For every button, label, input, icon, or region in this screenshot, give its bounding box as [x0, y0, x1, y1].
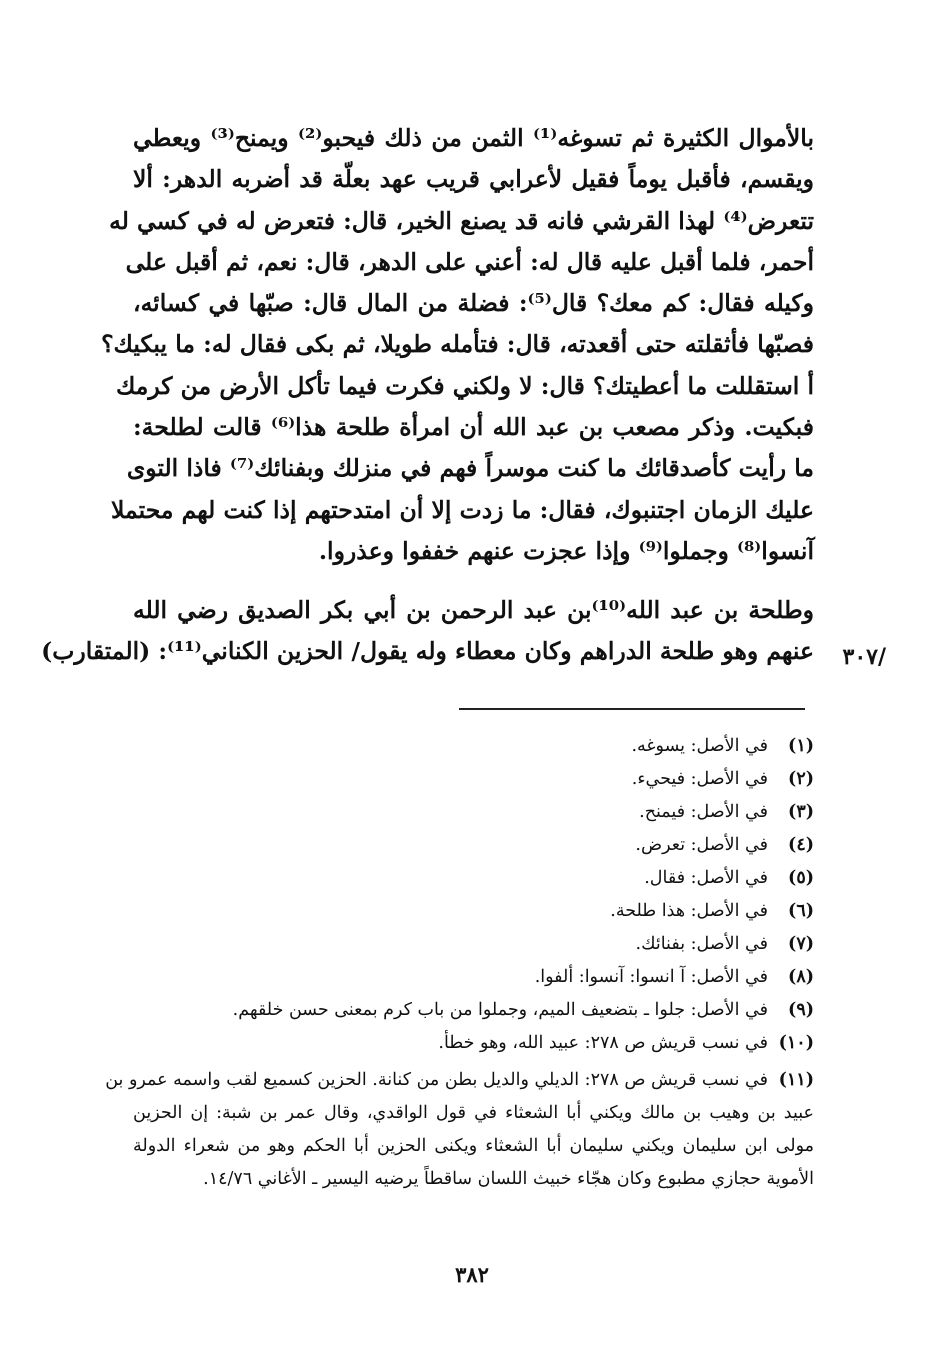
main-paragraph: [101, 118, 815, 572]
footnote-number: (٧): [788, 934, 814, 954]
footnote-number: (٣): [788, 802, 814, 822]
footnote-text: في الأصل: جلوا ـ بتضعيف الميم، وجملوا من باب كرم بمعنى حسن خلقهم.: [232, 1000, 768, 1020]
footnote-number: (٢): [788, 769, 814, 789]
footnote-text: في الأصل: آ انسوا: آنسوا: ألفوا.: [534, 967, 768, 987]
footnote-text: في الأصل: بفنائك.: [635, 934, 768, 954]
footnote-item: [133, 895, 814, 928]
footnote-item: [133, 829, 814, 862]
footnote-number: (٨): [788, 967, 814, 987]
text-line: آنسوا⁽⁸⁾ وجملوا⁽⁹⁾ وإذا عجزت عنهم خففوا وعذروا.: [318, 536, 814, 565]
footnote-continuation: عبيد بن وهيب بن مالك ويكني أبا الشعثاء في قول الواقدي، وقال عمر بن شبة: إن الحزين: [133, 1103, 814, 1123]
footnote-divider: [459, 708, 805, 710]
footnote-number: (١٠): [778, 1033, 814, 1053]
footnote-text: في الأصل: فيمنح.: [639, 802, 768, 822]
footnote-number: (٦): [788, 901, 814, 921]
footnote-item: [133, 1027, 814, 1060]
text-line: عليك الزمان اجتنبوك، فقال: ما زدت إلا أن امتدحتهم إذا كنت لهم محتملا: [111, 495, 814, 524]
footnote-text: في الأصل: يسوغه.: [631, 736, 768, 756]
footnote-item: [133, 961, 814, 994]
footnote-text: في نسب قريش ص ٢٧٨: عبيد الله، وهو خطأ.: [438, 1033, 768, 1053]
text-line: وطلحة بن عبد الله⁽¹⁰⁾بن عبد الرحمن بن أبي بكر الصديق رضي الله: [133, 596, 814, 624]
footnotes: [105, 730, 814, 1196]
footnote-continuation: مولى ابن سليمان ويكني سليمان أبا الشعثاء ويكنى الحزين أبا الحكم وهو من شعراء الدولة: [133, 1136, 814, 1156]
page-number: ٣٨٢: [455, 1262, 489, 1287]
footnote-text: في الأصل: فقال.: [644, 868, 768, 888]
footnote-number: (١١): [778, 1070, 814, 1090]
text-line: أ استقللت ما أعطيتك؟ قال: لا ولكني فكرت فيما تأكل الأرض من كرمك: [115, 371, 814, 400]
text-line: فصبّها فأثقلته حتى أقعدته، قال: فتأمله طويلا، ثم بكى فقال له: ما يبكيك؟: [101, 330, 814, 359]
text-line: تتعرض⁽⁴⁾ لهذا القرشي فانه قد يصنع الخير، قال: فتعرض له في كسي له: [109, 206, 814, 235]
text-line: بالأموال الكثيرة ثم تسوغه⁽¹⁾ الثمن من ذلك فيحبو⁽²⁾ ويمنح⁽³⁾ ويعطي: [133, 124, 814, 152]
second-paragraph: [41, 590, 814, 672]
footnote-item: [133, 994, 814, 1027]
text-line: ما رأيت كأصدقائك ما كنت موسراً فهم في منزلك وبفنائك⁽⁷⁾ فاذا التوى: [126, 454, 814, 483]
footnote-item: [105, 1064, 814, 1097]
footnote-item: [133, 928, 814, 961]
text-line: أحمر، فلما أقبل عليه قال له: أعني على الدهر، قال: نعم، ثم أقبل على: [125, 247, 814, 276]
footnote-text: في الأصل: تعرض.: [635, 835, 768, 855]
footnote-number: (٥): [788, 868, 814, 888]
footnote-text: في نسب قريش ص ٢٧٨: الديلي والديل بطن من كنانة. الحزين كسميع لقب واسمه عمرو بن: [105, 1070, 768, 1090]
text-line: وكيله فقال: كم معك؟ قال⁽⁵⁾: فضلة من المال قال: صبّها في كسائه،: [133, 289, 814, 318]
text-line: ويقسم، فأقبل يوماً فقيل لأعرابي قريب عهد بعلّة قد أضربه الدهر: ألا: [133, 165, 814, 194]
footnote-item: [133, 862, 814, 895]
footnote-item: [133, 763, 814, 796]
margin-folio-number: /٣٠٧: [842, 644, 886, 670]
footnote-item: [133, 730, 814, 763]
footnote-text: في الأصل: هذا طلحة.: [610, 901, 768, 921]
text-line: فبكيت. وذكر مصعب بن عبد الله أن امرأة طلحة هذا⁽⁶⁾ قالت لطلحة:: [133, 413, 815, 442]
text-line: عنهم وهو طلحة الدراهم وكان معطاء وله يقول/ الحزين الكناني⁽¹¹⁾: (المتقارب): [41, 637, 814, 665]
footnote-number: (١): [788, 736, 814, 756]
footnote-number: (٤): [788, 835, 814, 855]
footnote-continuation: الأموية حجازي مطبوع وكان هجّاء خبيث اللسان ساقطاً يرضيه اليسير ـ الأغاني ١٤/٧٦.: [203, 1169, 814, 1189]
footnote-item: [133, 796, 814, 829]
footnote-text: في الأصل: فيحيء.: [631, 769, 768, 789]
footnote-number: (٩): [788, 1000, 814, 1020]
